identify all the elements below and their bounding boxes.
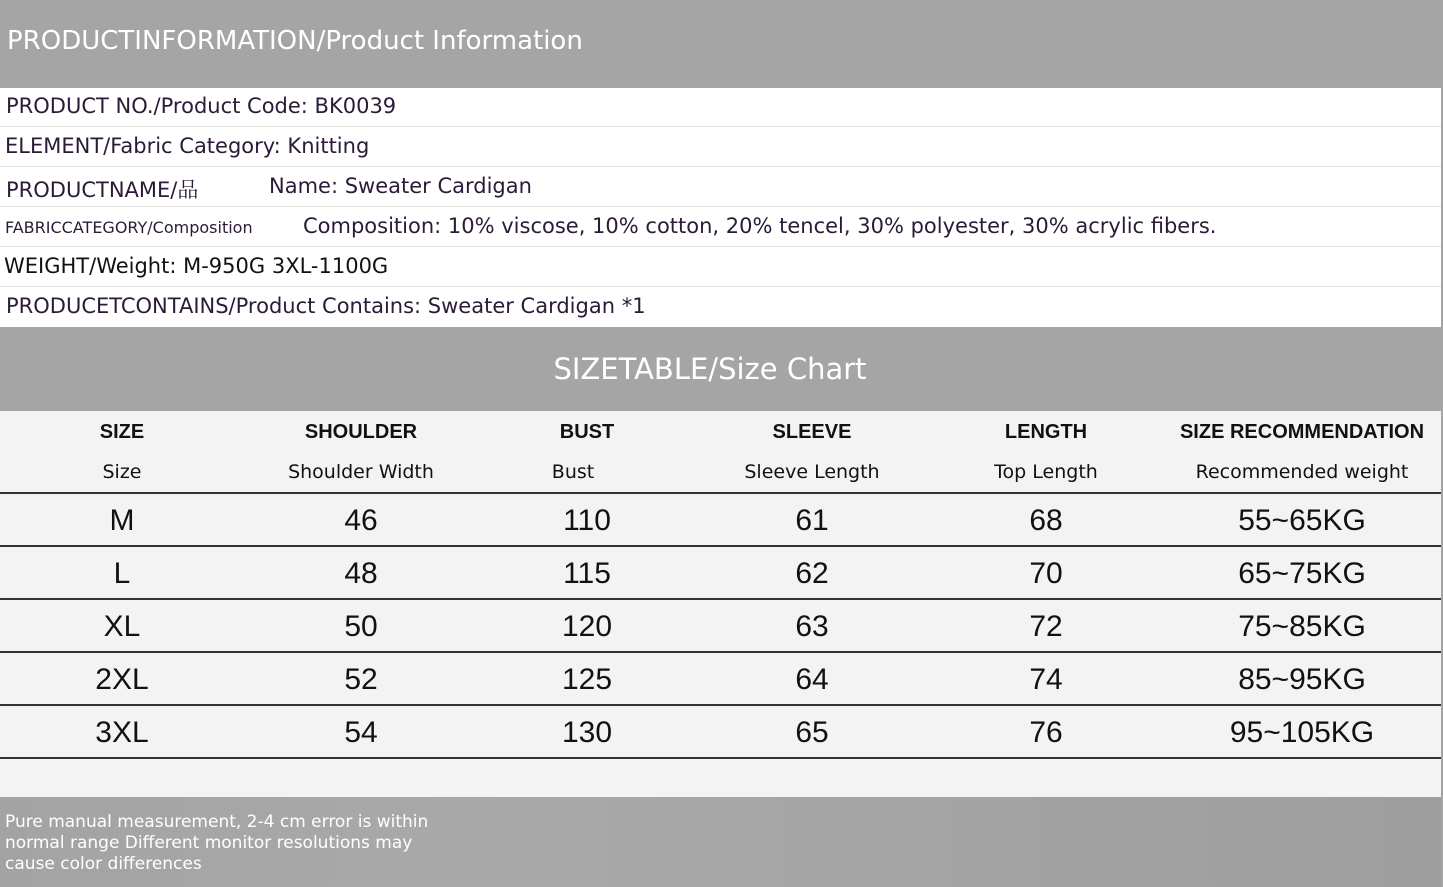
cell-recommended-weight: 65~75KG (1238, 557, 1366, 590)
header-shoulder-sub: Shoulder Width (288, 461, 434, 483)
cell-shoulder: 48 (344, 557, 378, 590)
cell-sleeve: 64 (795, 663, 829, 696)
product-code-row (0, 88, 1441, 127)
header-bust-sub: Bust (551, 461, 595, 483)
header-size-recommendation: SIZE RECOMMENDATION (1179, 421, 1425, 443)
cell-sleeve: 62 (795, 557, 829, 590)
table-row (0, 547, 1441, 600)
row-divider (0, 757, 1441, 759)
table-row (0, 494, 1441, 547)
size-chart-title: SIZETABLE/Size Chart (553, 352, 867, 386)
cell-bust: 120 (561, 610, 613, 643)
cell-bust: 115 (563, 557, 611, 590)
header-size: SIZE (99, 421, 145, 443)
table-row (0, 600, 1441, 653)
header-sleeve-sub: Sleeve Length (744, 461, 880, 483)
cell-length: 74 (1029, 663, 1063, 696)
cell-size: XL (103, 610, 141, 643)
cell-recommended-weight: 75~85KG (1238, 610, 1366, 643)
fabric-category: ELEMENT/Fabric Category: Knitting (5, 134, 370, 158)
table-row (0, 653, 1441, 706)
cell-sleeve: 61 (795, 504, 829, 537)
cell-size: 3XL (95, 716, 149, 749)
cell-shoulder: 50 (344, 610, 378, 643)
product-name-value: Name: Sweater Cardigan (269, 174, 532, 198)
product-information-title: PRODUCTINFORMATION/Product Information (7, 26, 583, 56)
product-weight: WEIGHT/Weight: M-950G 3XL-1100G (4, 254, 389, 278)
cell-size: M (109, 504, 135, 537)
cell-length: 68 (1029, 504, 1063, 537)
cell-size: 2XL (95, 663, 149, 696)
header-shoulder: SHOULDER (304, 421, 418, 443)
header-length-sub: Top Length (994, 461, 1098, 483)
cell-sleeve: 63 (795, 610, 829, 643)
header-size-sub: Size (102, 461, 142, 483)
cell-shoulder: 46 (344, 504, 378, 537)
composition-label: FABRICCATEGORY/Composition (5, 218, 253, 237)
product-name-label: PRODUCTNAME/品 (6, 178, 199, 202)
cell-recommended-weight: 95~105KG (1229, 716, 1375, 749)
cell-recommended-weight: 85~95KG (1238, 663, 1366, 696)
size-table (0, 411, 1441, 797)
header-size-recommendation-sub: Recommended weight (1195, 461, 1409, 483)
cell-length: 70 (1029, 557, 1063, 590)
product-contains: PRODUCETCONTAINS/Product Contains: Sweater Cardigan *1 (6, 294, 646, 318)
composition-row (0, 208, 1441, 247)
product-name-row (0, 168, 1441, 207)
product-information-banner (0, 0, 1441, 88)
measurement-note-banner (0, 797, 1441, 887)
header-sleeve: SLEEVE (772, 421, 852, 443)
measurement-note: Pure manual measurement, 2-4 cm error is within normal range Different monitor resolutions may cause color differences (5, 812, 429, 874)
composition-value: Composition: 10% viscose, 10% cotton, 20% tencel, 30% polyester, 30% acrylic fibers. (303, 214, 1217, 238)
cell-recommended-weight: 55~65KG (1238, 504, 1366, 537)
fabric-category-row (0, 128, 1441, 167)
weight-row (0, 248, 1441, 287)
cell-sleeve: 65 (795, 716, 829, 749)
cell-length: 72 (1029, 610, 1063, 643)
cell-bust: 125 (561, 663, 613, 696)
table-row (0, 706, 1441, 759)
header-bust: BUST (559, 421, 615, 443)
header-length: LENGTH (1004, 421, 1088, 443)
cell-bust: 110 (563, 504, 611, 537)
cell-size: L (113, 557, 131, 590)
cell-length: 76 (1029, 716, 1063, 749)
cell-shoulder: 52 (344, 663, 378, 696)
product-contains-row (0, 288, 1441, 327)
product-code: PRODUCT NO./Product Code: BK0039 (6, 94, 397, 118)
cell-bust: 130 (561, 716, 613, 749)
size-chart-banner (0, 327, 1441, 411)
cell-shoulder: 54 (344, 716, 378, 749)
